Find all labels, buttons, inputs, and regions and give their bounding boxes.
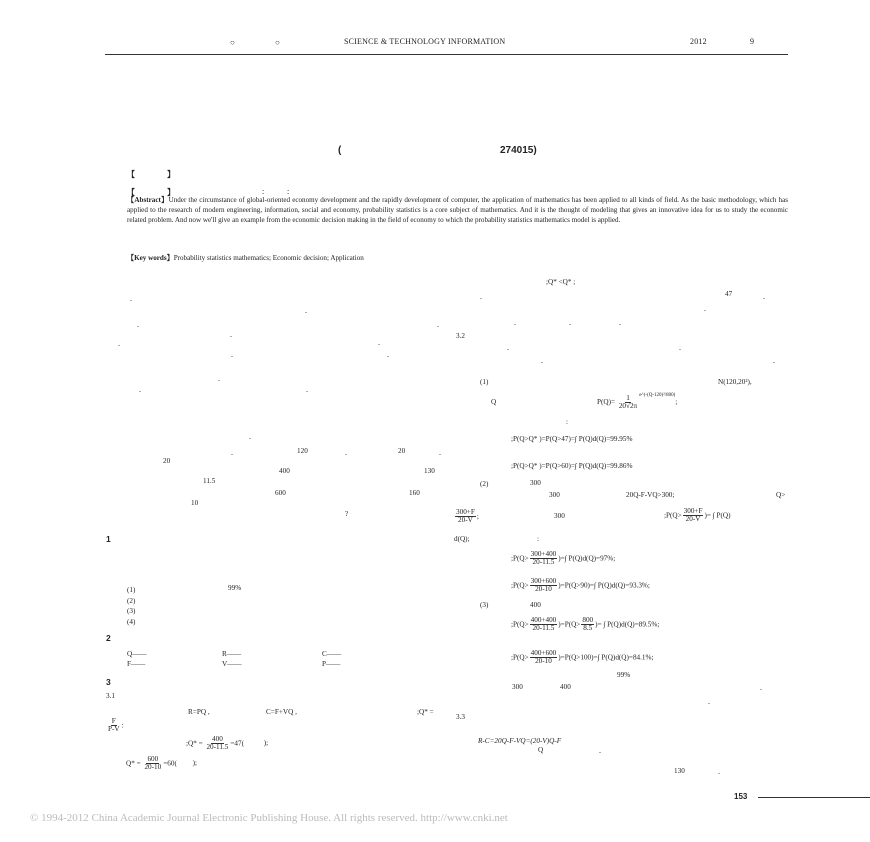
r-top-ineq: ;Q* <Q* ; xyxy=(546,278,576,286)
keywords-cn-colon: : xyxy=(262,187,265,196)
num-120: 120 xyxy=(297,447,308,455)
eq-prefix: Q* = xyxy=(126,759,141,768)
punct: . xyxy=(249,432,251,441)
section-3-2-heading: 3.2 xyxy=(456,332,465,340)
prob-800 xyxy=(511,617,659,632)
punct: . xyxy=(378,338,380,347)
eq-qstar-47 xyxy=(186,736,268,751)
eq-end: ); xyxy=(263,739,269,748)
header-mark-right: ○ xyxy=(275,38,281,47)
footer-rule xyxy=(758,797,870,798)
punct: . xyxy=(139,385,141,394)
colon-2: : xyxy=(537,535,539,543)
eq-cost: C=F+VQ , xyxy=(266,708,297,716)
abstract-cn-bracket-open: 【 xyxy=(127,170,135,179)
abstract-en-text: Under the circumstance of global-oriented economy development and the rapidly development of computer, the application of mathematics has been applied to all kinds of field. As the basic methodology, which has applied to the research of modern engineering, information, social and economy, probability statistics is a core subject of mathematics. And it is the thought of modeling that gives an innovative idea for us to study the economic related problem. And now we'll give an example from the economic decision making in the field of economy to which the probability statistics mathematics model is applied. xyxy=(127,196,788,224)
section-1-heading: 1 xyxy=(106,534,111,544)
punct: . xyxy=(704,304,706,313)
punct: . xyxy=(306,385,308,394)
keywords-en xyxy=(127,253,788,265)
frac-num: 300+400 xyxy=(530,550,557,558)
def-r: R—— xyxy=(222,650,242,658)
profit-ineq: 20Q-F-VQ>300; xyxy=(626,491,675,499)
profit-eq: R-C=20Q-F-VQ=(20-V)Q-F xyxy=(478,737,562,745)
r-num-130: 130 xyxy=(674,767,685,775)
keywords-cn-bracket-close: 】 xyxy=(167,188,175,197)
punct: . xyxy=(137,320,139,329)
frac-den: 20-11.5 xyxy=(206,743,229,752)
punct: . xyxy=(439,448,441,457)
num-10: 10 xyxy=(191,499,199,507)
abstract-en xyxy=(127,196,788,225)
frac-den: P-V xyxy=(108,725,120,734)
eq-result: =60( xyxy=(163,759,177,768)
q-gt: Q> xyxy=(776,491,786,499)
section-2-heading: 2 xyxy=(106,633,111,643)
r-num-47: 47 xyxy=(725,290,733,298)
frac-num: 600 xyxy=(147,755,159,763)
r-pct-99: 99% xyxy=(617,671,631,679)
affiliation-paren: ( xyxy=(338,145,342,156)
r-num-300b: 300 xyxy=(549,491,560,499)
page-number: 153 xyxy=(734,792,748,801)
punct: . xyxy=(619,318,621,327)
r-num-300d: 300 xyxy=(512,683,523,691)
num-130: 130 xyxy=(424,467,435,475)
frac-f-pv xyxy=(106,718,124,733)
def-q: Q—— xyxy=(127,650,147,658)
prob-900 xyxy=(511,578,650,593)
pct-99: 99% xyxy=(228,584,242,592)
num-600: 600 xyxy=(275,489,286,497)
journal-name: SCIENCE & TECHNOLOGY INFORMATION xyxy=(344,37,506,46)
frac-num: F xyxy=(111,717,116,725)
keywords-cn-bracket-open: 【 xyxy=(127,188,135,197)
colon: : xyxy=(121,721,124,730)
prob-prefix: ;P(Q> xyxy=(511,620,529,629)
punct: . xyxy=(599,746,601,755)
num-11-5: 11.5 xyxy=(203,477,216,485)
prob-mid: )=P(Q> xyxy=(558,620,581,629)
prob-prefix: ;P(Q> xyxy=(511,554,529,563)
frac-num: 800 xyxy=(582,616,594,624)
frac-num: 1 xyxy=(626,393,630,402)
frac-num: 300+600 xyxy=(530,577,557,585)
punct: . xyxy=(507,343,509,352)
r-item-1: (1) xyxy=(480,378,489,386)
punct: . xyxy=(345,448,347,457)
section-3-1-heading: 3.1 xyxy=(106,692,115,700)
header-mark-left: ○ xyxy=(230,38,236,47)
keywords-cn-colon-2: : xyxy=(287,187,290,196)
punct: . xyxy=(230,330,232,339)
profit-q: Q xyxy=(538,746,544,754)
num-400: 400 xyxy=(279,467,290,475)
keywords-en-label: 【Key words】 xyxy=(127,254,174,262)
punct: . xyxy=(231,350,233,359)
def-p: P—— xyxy=(322,660,341,668)
def-v: V—— xyxy=(222,660,242,668)
dq: d(Q); xyxy=(454,535,470,543)
punct: . xyxy=(541,356,543,365)
frac-den: 20-11.5 xyxy=(532,558,555,567)
frac-num: 300+F xyxy=(683,507,703,515)
frac-den: 20-10 xyxy=(535,585,552,594)
r-num-400: 400 xyxy=(530,601,541,609)
frac-den: 20-V xyxy=(458,516,473,525)
punct: . xyxy=(708,697,710,706)
frac-den: 20-10 xyxy=(144,763,162,772)
r-num-300c: 300 xyxy=(554,512,565,520)
punct: . xyxy=(130,294,132,303)
punct: . xyxy=(218,374,220,383)
section-3-3-heading: 3.3 xyxy=(456,713,465,721)
list-item-2: (2) xyxy=(127,597,136,605)
frac-den: 20-V xyxy=(685,515,701,524)
r-num-300: 300 xyxy=(530,479,541,487)
r-item-2: (2) xyxy=(480,480,489,488)
frac-num: 400+400 xyxy=(530,616,557,624)
pdf-formula xyxy=(597,393,677,410)
prob-prefix: ;P(Q> xyxy=(511,653,529,662)
r-num-400b: 400 xyxy=(560,683,571,691)
question-mark: ? xyxy=(345,510,349,518)
pdf-exp: e^(-(Q-120)²/800) xyxy=(639,393,676,398)
prob-suffix: )=∫ P(Q)d(Q)=97%; xyxy=(558,554,616,563)
prob-60: ;P(Q>Q* )=P(Q>60)=∫ P(Q)d(Q)=99.86% xyxy=(511,462,633,470)
def-c: C—— xyxy=(322,650,342,658)
frac-num: 400+600 xyxy=(530,649,557,657)
r-item-3: (3) xyxy=(480,601,489,609)
eq-end: ); xyxy=(192,759,198,768)
header-rule xyxy=(105,54,788,55)
list-item-4: (4) xyxy=(127,618,136,626)
num-20: 20 xyxy=(163,457,171,465)
eq-qstar: ;Q* = xyxy=(417,708,434,716)
punct: . xyxy=(679,343,681,352)
list-item-3: (3) xyxy=(127,607,136,615)
colon: : xyxy=(566,418,568,426)
num-20b: 20 xyxy=(398,447,406,455)
prob-700 xyxy=(511,551,615,566)
punct: . xyxy=(569,318,571,327)
punct: . xyxy=(437,320,439,329)
prob-suffix: )=P(Q>90)=∫ P(Q)d(Q)=93.3%; xyxy=(558,581,650,590)
frac-den: 20-10 xyxy=(535,657,552,666)
punct: . xyxy=(387,350,389,359)
frac-num: 300+F xyxy=(456,508,475,516)
num-160: 160 xyxy=(409,489,420,497)
eq-prefix: ;Q* = xyxy=(186,739,203,748)
var-q: Q xyxy=(491,398,497,406)
prob-1000 xyxy=(511,650,654,665)
prob-47: ;P(Q>Q* )=P(Q>47)=∫ P(Q)d(Q)=99.95% xyxy=(511,435,633,443)
punct: . xyxy=(480,292,482,301)
punct: . xyxy=(305,306,307,315)
frac-den: 20√2π xyxy=(618,401,638,410)
eq-qstar-60 xyxy=(126,756,197,771)
prob-prefix: ;P(Q> xyxy=(511,581,529,590)
copyright: © 1994-2012 China Academic Journal Electronic Publishing House. All rights reserved. http://www.cnki.net xyxy=(30,812,508,824)
punct: . xyxy=(231,448,233,457)
pdf-lhs: P(Q)= xyxy=(597,398,616,406)
affiliation-postcode: 274015) xyxy=(500,145,537,156)
eq-result: =47( xyxy=(230,739,244,748)
punct: . xyxy=(118,339,120,348)
frac-den: 8.5 xyxy=(583,624,593,633)
punct: . xyxy=(760,683,762,692)
list-item-1: (1) xyxy=(127,586,136,594)
abstract-en-label: 【Abstract】 xyxy=(127,196,169,204)
frac-num: 400 xyxy=(212,735,223,743)
section-3-heading: 3 xyxy=(106,677,111,687)
punct: . xyxy=(773,356,775,365)
abstract-cn-bracket-close: 】 xyxy=(167,170,175,179)
header-issue: 9 xyxy=(750,37,755,46)
frac-300f: $\frac{300+F}{20-V}$ ; xyxy=(456,508,479,525)
prob-suffix: )= ∫ P(Q) xyxy=(704,511,731,520)
punct: . xyxy=(763,292,765,301)
eq-revenue: R=PQ , xyxy=(188,708,210,716)
pdf-end: ; xyxy=(675,398,678,406)
keywords-en-text: Probability statistics mathematics; Economic decision; Application xyxy=(173,254,364,262)
header-year: 2012 xyxy=(690,37,707,46)
frac-den: 20-11.5 xyxy=(532,624,555,633)
punct: . xyxy=(718,767,720,776)
punct: . xyxy=(514,318,516,327)
def-f: F—— xyxy=(127,660,146,668)
prob-suffix: )= ∫ P(Q)d(Q)=89.5%; xyxy=(595,620,660,629)
prob-general xyxy=(664,508,730,523)
normal-dist: N(120,20²), xyxy=(718,378,752,386)
prob-prefix: ;P(Q> xyxy=(664,511,682,520)
prob-suffix: )=P(Q>100)=∫ P(Q)d(Q)=84.1%; xyxy=(558,653,654,662)
